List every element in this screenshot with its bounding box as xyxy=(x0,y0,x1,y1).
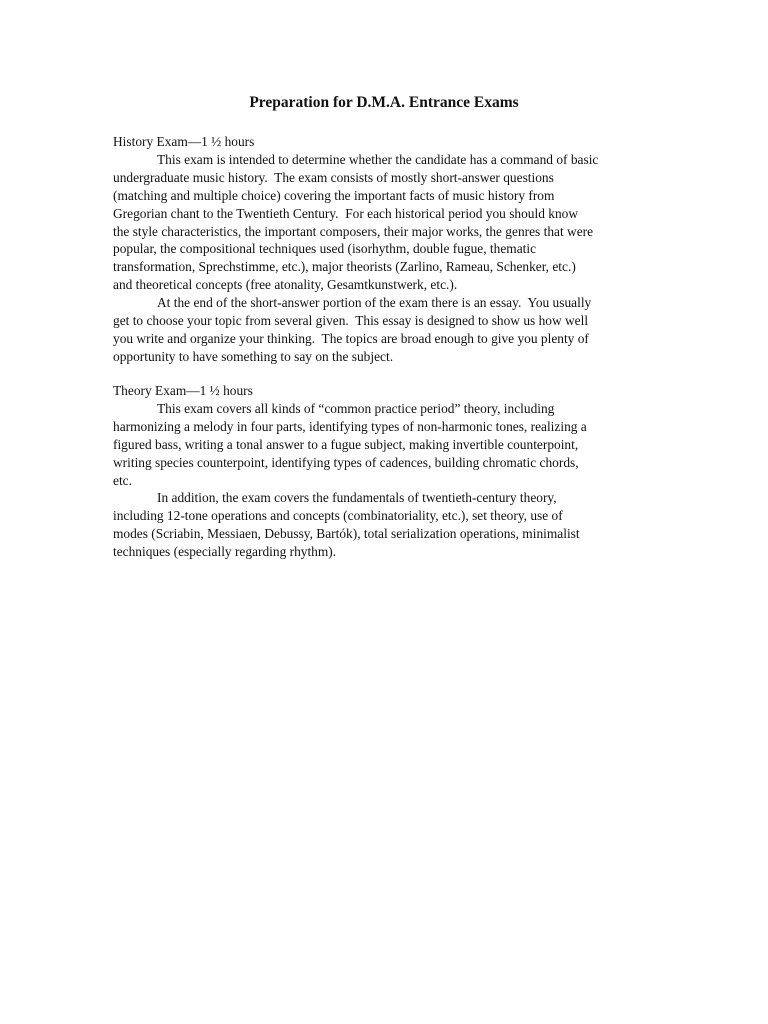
text-line: you write and organize your thinking. The topics are broad enough to give you plenty of xyxy=(113,330,589,346)
text-line: including 12-tone operations and concepts (combinatoriality, etc.), set theory, use of xyxy=(113,508,563,524)
text-line: Gregorian chant to the Twentieth Century. For each historical period you should know xyxy=(113,205,579,221)
text-line: opportunity to have something to say on the subject. xyxy=(113,348,394,364)
text-line: popular, the compositional techniques used (isorhythm, double fugue, thematic xyxy=(113,241,537,257)
text-line: undergraduate music history. The exam consists of mostly short-answer questions xyxy=(113,169,554,185)
text-line: figured bass, writing a tonal answer to a fugue subject, making invertible counterpoint, xyxy=(113,436,579,452)
text-line: In addition, the exam covers the fundamentals of twentieth-century theory, xyxy=(157,490,557,506)
theory-paragraph-1 xyxy=(113,400,653,490)
text-line: and theoretical concepts (free atonality, Gesamtkunstwerk, etc.). xyxy=(113,277,458,293)
text-line: modes (Scriabin, Messiaen, Debussy, Bartók), total serialization operations, minimalist xyxy=(113,526,580,542)
text-line: This exam is intended to determine whether the candidate has a command of basic xyxy=(157,151,599,167)
history-paragraph-2 xyxy=(113,294,653,366)
text-line: techniques (especially regarding rhythm). xyxy=(113,544,337,560)
text-line: transformation, Sprechstimme, etc.), major theorists (Zarlino, Rameau, Schenker, etc.) xyxy=(113,259,576,275)
text-line: the style characteristics, the important composers, their major works, the genres that were xyxy=(113,223,594,239)
theory-exam-section xyxy=(113,382,653,561)
text-line: get to choose your topic from several given. This essay is designed to show us how well xyxy=(113,313,589,329)
text-line: (matching and multiple choice) covering the important facts of music history from xyxy=(113,187,555,203)
history-exam-heading: History Exam—1 ½ hours xyxy=(113,134,255,149)
text-line: At the end of the short-answer portion of the exam there is an essay. You usually xyxy=(157,295,592,311)
document-title: Preparation for D.M.A. Entrance Exams xyxy=(249,94,519,111)
text-line: writing species counterpoint, identifying types of cadences, building chromatic chords, xyxy=(113,454,579,470)
theory-exam-heading: Theory Exam—1 ½ hours xyxy=(113,383,253,398)
theory-paragraph-2 xyxy=(113,489,653,561)
text-line: harmonizing a melody in four parts, identifying types of non-harmonic tones, realizing a xyxy=(113,418,587,434)
text-line: This exam covers all kinds of “common practice period” theory, including xyxy=(157,400,555,416)
history-exam-section xyxy=(113,133,653,366)
text-line: etc. xyxy=(113,472,132,488)
history-paragraph-1 xyxy=(113,151,653,294)
